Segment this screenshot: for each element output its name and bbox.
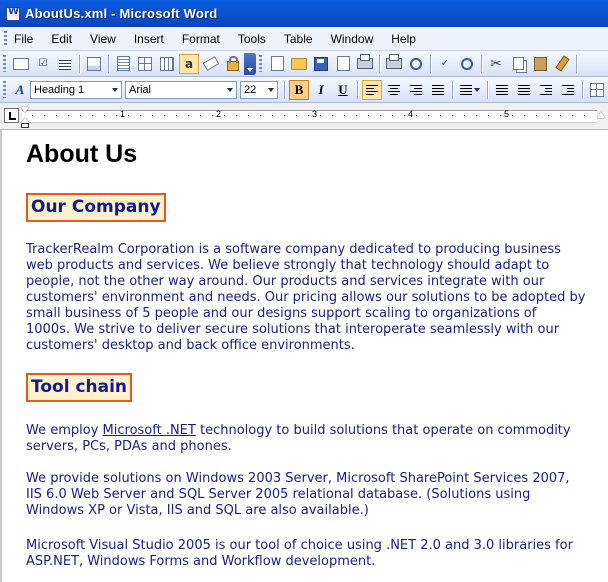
toolbar-separator <box>481 55 482 73</box>
toolbar-grip-handle[interactable] <box>3 55 6 72</box>
numbering-button[interactable] <box>492 80 512 100</box>
ruler-tick <box>164 115 165 116</box>
ruler-tick <box>272 115 273 116</box>
toolbar-separator <box>487 81 488 99</box>
chevron-down-icon <box>227 88 233 92</box>
paragraph-line: servers, PCs, PDAs and phones. <box>26 439 232 454</box>
word-doc-icon <box>6 7 20 21</box>
toolbar-separator <box>79 55 80 73</box>
chevron-down-icon <box>112 88 118 92</box>
text-field-button[interactable] <box>11 54 31 74</box>
paragraph-line <box>26 423 571 439</box>
toolbar-grip-handle[interactable] <box>259 55 262 72</box>
line-spacing-icon <box>460 85 472 95</box>
ruler-tick <box>464 115 465 116</box>
save-disk-icon <box>314 57 328 71</box>
paragraph-line: 1000s. We strive to deliver secure solutions that interoperate seamlessly with our <box>26 322 560 337</box>
bullets-button[interactable] <box>514 80 534 100</box>
ruler-tick <box>380 115 381 116</box>
form-field-shading-icon: a <box>184 56 194 71</box>
ruler-number: 3 <box>312 109 318 119</box>
bold-button[interactable]: B <box>289 80 309 100</box>
permission-icon <box>337 56 350 71</box>
paragraph-line: IIS 6.0 Web Server and SQL Server 2005 relational database. (Solutions using <box>26 487 531 502</box>
eraser-icon <box>203 56 220 71</box>
align-right-icon <box>410 85 422 95</box>
ruler-tick <box>332 115 333 116</box>
font-size-combo[interactable] <box>240 81 278 99</box>
tab-selector-button[interactable] <box>4 108 19 123</box>
decrease-indent-icon <box>540 85 552 95</box>
dropdown-field-icon <box>59 58 71 70</box>
style-dropdown-arrow[interactable] <box>109 82 121 98</box>
ruler-tick <box>584 115 585 116</box>
spelling-button[interactable] <box>435 54 455 74</box>
research-icon <box>461 58 473 70</box>
font-size-combo-value: 22 <box>244 83 257 96</box>
ruler-tick <box>104 115 105 116</box>
first-line-indent-marker[interactable] <box>21 107 29 113</box>
style-combo-value: Heading 1 <box>34 83 85 96</box>
menu-edit[interactable]: Edit <box>51 31 73 46</box>
ruler-tick <box>56 115 57 116</box>
print-button[interactable] <box>384 54 404 74</box>
left-indent-marker[interactable] <box>21 123 29 128</box>
ruler-tick <box>188 115 189 116</box>
insert-frame-icon <box>160 57 174 71</box>
align-center-icon <box>388 85 400 95</box>
ruler-tick <box>236 115 237 116</box>
microsoft-net-link[interactable]: Microsoft .NET <box>102 423 196 438</box>
ruler-tick <box>368 115 369 116</box>
ruler-tick <box>428 115 429 116</box>
open-button[interactable] <box>289 54 309 74</box>
paragraph-line: ASP.NET, Windows Forms and Workflow development. <box>26 554 376 569</box>
paragraph-line: Windows XP or Vista, IIS and SQL are also available.) <box>26 503 369 518</box>
reset-form-fields-button[interactable] <box>201 54 221 74</box>
align-left-icon <box>366 85 378 95</box>
ruler-tick <box>80 115 81 116</box>
numbered-list-icon <box>496 85 508 95</box>
toolbar-separator <box>379 55 380 73</box>
paragraph-visual-studio <box>26 538 573 570</box>
toolbar-separator <box>284 81 285 99</box>
ruler-tick <box>356 115 357 116</box>
ruler-tick <box>344 115 345 116</box>
insert-frame-button[interactable] <box>157 54 177 74</box>
ruler-tick <box>524 115 525 116</box>
lock-icon <box>227 61 239 71</box>
style-combo[interactable] <box>30 81 122 99</box>
new-document-button[interactable] <box>267 54 287 74</box>
ruler-tick <box>320 115 321 116</box>
align-right-button[interactable] <box>406 80 426 100</box>
menu-tools[interactable]: Tools <box>237 31 266 46</box>
ruler-number: 1 <box>120 109 126 119</box>
menu-view[interactable]: View <box>90 31 116 46</box>
toolbar-separator <box>357 81 358 99</box>
title-bar <box>0 0 608 27</box>
standard-toolbar <box>0 51 608 77</box>
section-heading-tool-chain: Tool chain <box>26 373 132 402</box>
ruler-tick <box>296 115 297 116</box>
ruler-tick <box>512 115 513 116</box>
insert-table-icon <box>138 57 152 71</box>
ruler-tick <box>44 115 45 116</box>
page-left-edge <box>0 130 2 582</box>
ruler-tick <box>392 115 393 116</box>
paragraph-line: We provide solutions on Windows 2003 Server, Microsoft SharePoint Services 2007, <box>26 471 570 486</box>
spellcheck-icon: ✓ <box>440 58 450 69</box>
page-title: About Us <box>26 140 138 168</box>
align-center-button[interactable] <box>384 80 404 100</box>
print-preview-button[interactable] <box>406 54 426 74</box>
draw-table-icon <box>117 56 130 71</box>
insert-table-button[interactable] <box>135 54 155 74</box>
justify-icon <box>432 85 444 95</box>
text-field-icon <box>13 58 29 70</box>
field-options-icon <box>87 57 101 71</box>
ruler-tick <box>248 115 249 116</box>
ruler-tick <box>140 115 141 116</box>
form-field-shading-button[interactable] <box>179 54 199 74</box>
increase-indent-button[interactable] <box>558 80 578 100</box>
text-run: technology to build solutions that operate on commodity <box>195 423 571 438</box>
ruler-tick <box>224 115 225 116</box>
window-title: AboutUs.xml - Microsoft Word <box>25 6 218 21</box>
paragraph-platforms <box>26 471 570 519</box>
toolbar-separator <box>452 81 453 99</box>
paragraph-line: small business of 5 people and our designs support scaling to organizations of <box>26 306 537 321</box>
ruler-tick <box>488 115 489 116</box>
paragraph-line: people, not the other way around. Our products and services integrate with our <box>26 274 545 289</box>
format-painter-button[interactable] <box>552 54 572 74</box>
paragraph-line: TrackerRealm Corporation is a software company dedicated to producing business <box>26 242 561 257</box>
borders-button[interactable] <box>587 80 607 100</box>
text-run: We employ <box>26 423 103 438</box>
checkbox-icon: ☑ <box>38 58 48 69</box>
underline-button[interactable]: U <box>338 81 348 97</box>
font-combo[interactable] <box>125 81 237 99</box>
menu-help[interactable]: Help <box>391 31 416 46</box>
bulleted-list-icon <box>518 85 530 95</box>
chevron-down-icon <box>268 88 274 92</box>
menu-window[interactable]: Window <box>330 31 374 46</box>
menu-insert[interactable]: Insert <box>133 31 164 46</box>
document-area[interactable] <box>0 130 608 582</box>
toolbar-grip-handle[interactable] <box>3 81 6 98</box>
italic-button[interactable]: I <box>318 81 324 97</box>
paragraph-line: web products and services. We believe strongly that technology should adapt to <box>26 258 550 273</box>
ruler-number: 2 <box>216 109 222 119</box>
ruler-tick <box>68 115 69 116</box>
copy-icon <box>513 57 524 70</box>
clipboard-icon <box>534 57 547 71</box>
toolbar-separator <box>108 55 109 73</box>
draw-table-button[interactable] <box>113 54 133 74</box>
menu-bar <box>0 27 608 51</box>
ruler-tick <box>284 115 285 116</box>
protect-form-button[interactable] <box>223 54 243 74</box>
chevron-down-icon <box>247 68 253 72</box>
decrease-indent-button[interactable] <box>536 80 556 100</box>
checkbox-field-button[interactable] <box>33 54 53 74</box>
paragraph-line: customers' environment and needs. Our pricing allows our solutions to be adopted by <box>26 290 586 305</box>
save-button[interactable] <box>311 54 331 74</box>
ruler-tick <box>416 115 417 116</box>
scissors-icon: ✂ <box>490 55 502 72</box>
menu-grip-handle[interactable] <box>4 31 7 46</box>
permission-button[interactable] <box>333 54 353 74</box>
toolbar-separator <box>576 55 577 73</box>
increase-indent-icon <box>562 85 574 95</box>
printer-icon <box>386 58 402 69</box>
section-heading-our-company: Our Company <box>26 193 166 222</box>
borders-icon <box>590 83 604 97</box>
ruler-number: 5 <box>504 109 510 119</box>
magnifier-icon <box>410 58 422 70</box>
paragraph-line: customers' desktop and back office environments. <box>26 338 355 353</box>
dropdown-field-button[interactable] <box>55 54 75 74</box>
ruler-number: 4 <box>408 109 414 119</box>
menu-file[interactable]: File <box>14 31 34 46</box>
ruler-tick <box>308 115 309 116</box>
ruler-tick <box>404 115 405 116</box>
ruler-tick <box>548 115 549 116</box>
font-combo-value: Arial <box>129 83 152 96</box>
paintbrush-icon <box>555 55 569 71</box>
font-dropdown-arrow[interactable] <box>224 82 236 98</box>
justify-button[interactable] <box>428 80 448 100</box>
ruler-tick <box>452 115 453 116</box>
ruler-tick <box>176 115 177 116</box>
folder-open-icon <box>291 58 307 70</box>
ruler-tick <box>92 115 93 116</box>
formatting-toolbar <box>0 77 608 103</box>
ruler-tick <box>32 115 33 116</box>
ruler-band <box>22 110 597 123</box>
line-spacing-button[interactable] <box>457 80 483 100</box>
ruler-tick <box>200 115 201 116</box>
paste-button[interactable] <box>530 54 550 74</box>
ruler-tick <box>476 115 477 116</box>
ruler-tick <box>260 115 261 116</box>
paragraph-company <box>26 242 585 354</box>
paragraph-dotnet <box>26 423 571 455</box>
ruler-tick <box>128 115 129 116</box>
new-page-icon <box>271 56 284 71</box>
horizontal-ruler <box>0 103 608 130</box>
paragraph-line: Microsoft Visual Studio 2005 is our tool of choice using .NET 2.0 and 3.0 libraries for <box>26 538 573 553</box>
toolbar-separator <box>582 81 583 99</box>
email-icon <box>357 58 373 69</box>
ruler-tick <box>116 115 117 116</box>
ruler-tick <box>152 115 153 116</box>
toolbar-options-button[interactable] <box>244 53 256 75</box>
menu-table[interactable]: Table <box>283 31 313 46</box>
styles-and-formatting-icon[interactable]: A <box>15 81 25 97</box>
chevron-down-icon <box>474 88 480 92</box>
ruler-tick <box>560 115 561 116</box>
menu-format[interactable]: Format <box>181 31 220 46</box>
field-options-button[interactable] <box>84 54 104 74</box>
toolbar-separator <box>430 55 431 73</box>
cut-button[interactable] <box>486 54 506 74</box>
research-button[interactable] <box>457 54 477 74</box>
ruler-tick <box>440 115 441 116</box>
email-button[interactable] <box>355 54 375 74</box>
right-indent-marker[interactable] <box>597 112 605 118</box>
ruler-tick <box>536 115 537 116</box>
align-left-button[interactable] <box>362 80 382 100</box>
copy-button[interactable] <box>508 54 528 74</box>
ruler-tick <box>500 115 501 116</box>
font-size-dropdown-arrow[interactable] <box>265 82 277 98</box>
ruler-tick <box>572 115 573 116</box>
ruler-tick <box>212 115 213 116</box>
